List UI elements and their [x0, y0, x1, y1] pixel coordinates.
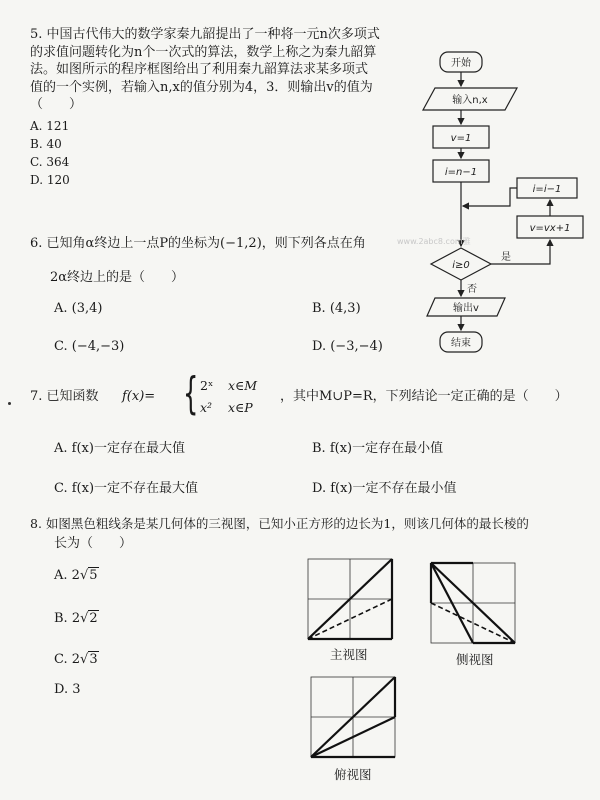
option-label: C. — [54, 652, 72, 667]
question-8-option-c[interactable] — [54, 652, 99, 668]
question-5-option-a[interactable]: A. 121 — [30, 118, 70, 133]
question-8-option-b[interactable] — [54, 611, 99, 627]
margin-mark — [8, 402, 11, 405]
option-radicand: 3 — [89, 652, 98, 667]
flowchart-init-i-label: i=n−1 — [444, 167, 478, 178]
flowchart-decrement-label: i=i−1 — [532, 184, 562, 195]
question-5 — [30, 26, 380, 189]
question-8-option-a[interactable] — [54, 568, 99, 584]
watermark-text: www.2abc8.com雅 — [397, 237, 471, 246]
top-view-figure — [308, 674, 400, 760]
flowchart-end-label: 结束 — [451, 338, 471, 349]
flowchart-init-v-label: v=1 — [450, 133, 472, 144]
sqrt-sign: √3 — [80, 652, 98, 667]
question-7-option-c[interactable]: C. f(x)一定不存在最大值 — [54, 481, 199, 496]
top-view-label: 俯视图 — [334, 767, 372, 782]
flowchart-yes-label: 是 — [501, 252, 511, 263]
sqrt-sign: √2 — [80, 611, 98, 626]
question-6-option-d[interactable]: D. (−3,−4) — [312, 339, 383, 354]
question-5-option-b[interactable]: B. 40 — [30, 136, 62, 151]
side-view-label: 侧视图 — [456, 652, 494, 667]
question-7-option-b[interactable]: B. f(x)一定存在最小值 — [312, 441, 444, 456]
question-8-line-1: 8. 如图黑色粗线条是某几何体的三视图，已知小正方形的边长为1，则该几何体的最长棱的 — [30, 516, 529, 531]
question-7-suffix: ，其中M∪P=R，下列结论一定正确的是（ ） — [280, 389, 568, 404]
side-view-figure — [428, 560, 520, 646]
option-label: A. — [54, 568, 72, 583]
question-7-piece-2-cond: x∈P — [228, 400, 253, 415]
question-7-stem — [30, 368, 590, 422]
question-5-options — [30, 117, 380, 189]
flowchart-update-label: v=vx+1 — [529, 223, 571, 234]
front-view-label: 主视图 — [330, 647, 368, 662]
question-6-option-c[interactable]: C. (−4,−3) — [54, 339, 125, 354]
flowchart-no-label: 否 — [467, 284, 477, 295]
piecewise-brace: { — [183, 368, 199, 419]
question-7-option-d[interactable]: D. f(x)一定不存在最小值 — [312, 481, 457, 496]
question-8-line-2: 长为（ ） — [54, 536, 133, 551]
question-6-option-a[interactable]: A. (3,4) — [54, 301, 103, 316]
question-8-option-d[interactable] — [54, 682, 81, 698]
option-radicand: 5 — [89, 568, 98, 583]
question-5-text: 5. 中国古代伟大的数学家秦九韶提出了一种将一元n次多项式的求值问题转化为n个一次式的算法，数学上称之为秦九韶算法。如图所示的程序框图给出了利用秦九韶算法求某多项式值的一个实例，若输入n,x的值分别为4，3．则输出v的值为（ ） — [30, 27, 380, 112]
option-label: D. — [54, 682, 73, 697]
flowchart-output-label: 输出v — [453, 303, 479, 314]
question-7-piece-1-expr: 2ˣ — [200, 378, 214, 393]
option-coef: 2 — [71, 611, 81, 626]
question-7-piece-2-expr: x² — [200, 400, 213, 415]
question-6-line-1: 6. 已知角α终边上一点P的坐标为(−1,2)，则下列各点在角 — [30, 236, 366, 251]
question-7-func: f(x)= — [122, 389, 156, 404]
question-7-prefix: 7. 已知函数 — [30, 389, 99, 404]
option-label: B. — [54, 611, 72, 626]
question-5-option-c[interactable]: C. 364 — [30, 154, 70, 169]
flowchart-start-label: 开始 — [451, 58, 471, 69]
question-7-option-a[interactable]: A. f(x)一定存在最大值 — [54, 441, 185, 456]
flowchart — [395, 40, 595, 370]
option-coef: 3 — [72, 682, 81, 697]
question-6-line-2: 2α终边上的是（ ） — [50, 270, 185, 285]
question-5-option-d[interactable]: D. 120 — [30, 172, 70, 187]
question-6-option-b[interactable]: B. (4,3) — [312, 301, 361, 316]
question-7-piece-1-cond: x∈M — [228, 378, 258, 393]
flowchart-condition-label: i≥0 — [452, 260, 470, 271]
front-view-figure — [305, 556, 397, 642]
sqrt-sign: √5 — [79, 568, 98, 583]
flowchart-input-label: 输入n,x — [452, 95, 488, 106]
option-coef: 2 — [71, 568, 80, 583]
option-coef: 2 — [71, 652, 81, 667]
option-radicand: 2 — [89, 611, 98, 626]
